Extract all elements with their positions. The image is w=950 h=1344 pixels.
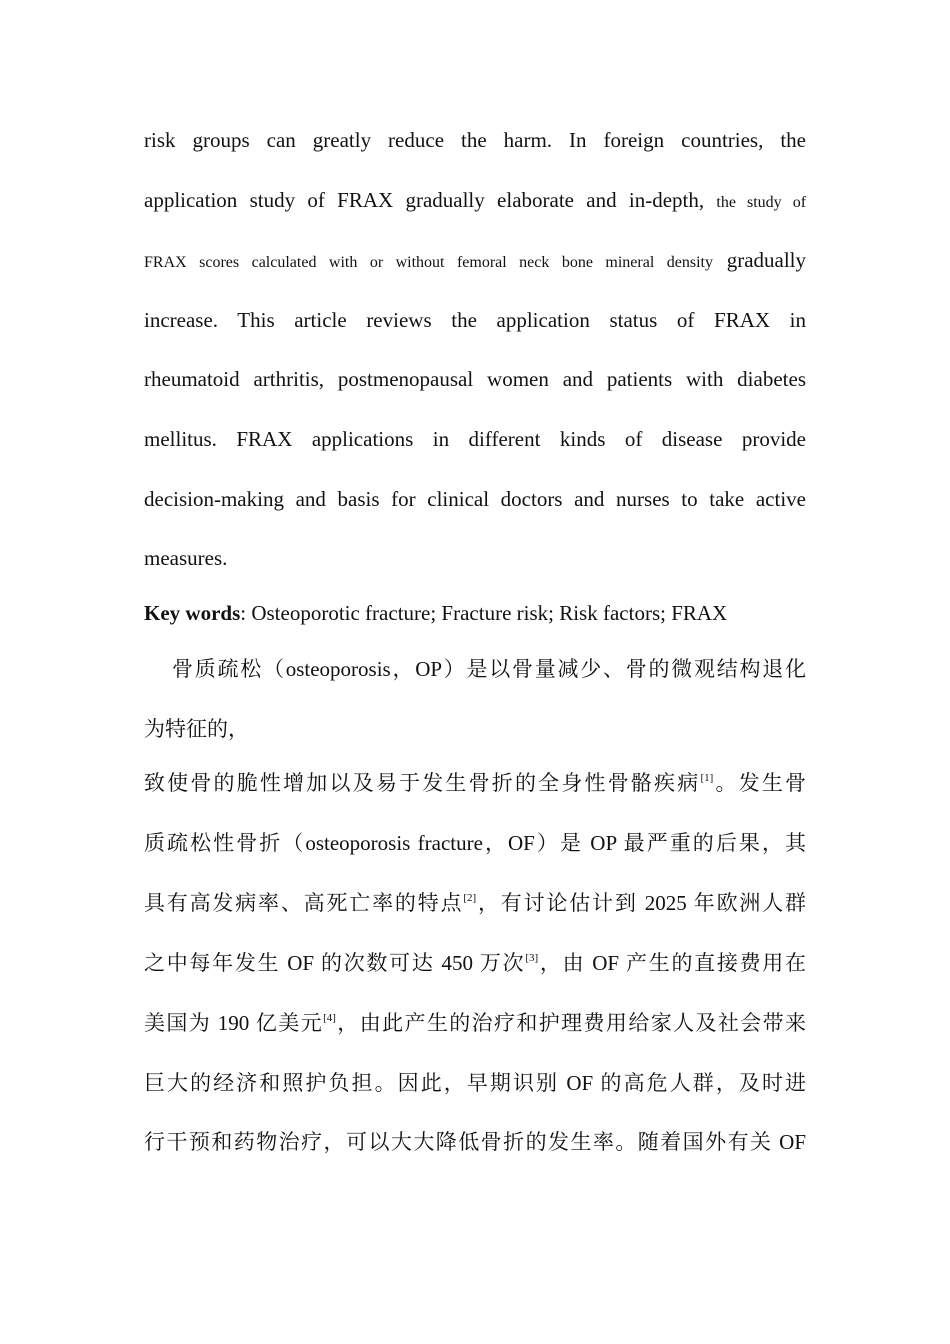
body-p2-line-1-tail: 。发生骨 — [713, 771, 807, 795]
body-p2-line-4-text: 之中每年发生 OF 的次数可达 450 万次 — [144, 951, 526, 975]
keywords-label: Key words — [144, 601, 241, 625]
body-p2-line-3 — [144, 888, 806, 918]
body-p2-line-7: 行干预和药物治疗，可以大大降低骨折的发生率。随着国外有关 OF — [144, 1130, 806, 1154]
abstract-line-3-main: gradually — [726, 248, 807, 272]
abstract-line-6: mellitus. FRAX applications in different kinds of disease provide — [144, 427, 806, 451]
abstract-line-5: rheumatoid arthritis, postmenopausal women and patients with diabetes — [144, 367, 806, 391]
citation-3: [3] — [525, 952, 539, 964]
abstract-line-2 — [144, 185, 806, 215]
keywords — [144, 598, 806, 628]
body-p2-line-5-tail: ，由此产生的治疗和护理费用给家人及社会带来 — [335, 1011, 807, 1035]
abstract-line-1: risk groups can greatly reduce the harm. In foreign countries, the — [144, 128, 806, 152]
body-p2-line-3-tail: ，有讨论估计到 2025 年欧洲人群 — [476, 891, 807, 915]
body-p2-line-5 — [144, 1008, 806, 1038]
body-p2-line-1-text: 致使骨的脆性增加以及易于发生骨折的全身性骨骼疾病 — [144, 771, 701, 795]
body-p2-line-5-text: 美国为 190 亿美元 — [144, 1011, 324, 1035]
body-p1-line-1: 骨质疏松（osteoporosis，OP）是以骨量减少、骨的微观结构退化 — [172, 657, 806, 681]
abstract-line-3-small: FRAX scores calculated with or without femoral neck bone mineral density — [144, 254, 713, 271]
body-p2-line-2: 质疏松性骨折（osteoporosis fracture，OF）是 OP 最严重的后果，其 — [144, 831, 806, 855]
keywords-text: : Osteoporotic fracture; Fracture risk; Risk factors; FRAX — [240, 601, 728, 625]
body-p2-line-4-tail: ，由 OF 产生的直接费用在 — [538, 951, 806, 975]
abstract-line-8: measures. — [144, 546, 228, 570]
citation-1: [1] — [700, 772, 714, 784]
body-p1-line-2: 为特征的， — [144, 717, 249, 741]
abstract-line-2-main: application study of FRAX gradually elaborate and in-depth, — [144, 188, 705, 212]
abstract-line-3 — [144, 245, 806, 275]
body-p2-line-6: 巨大的经济和照护负担。因此，早期识别 OF 的高危人群，及时进 — [144, 1071, 806, 1095]
abstract-line-4: increase. This article reviews the application status of FRAX in — [144, 308, 806, 332]
citation-2: [2] — [463, 892, 477, 904]
body-p2-line-3-text: 具有高发病率、高死亡率的特点 — [144, 891, 464, 915]
body-p2-line-4 — [144, 948, 806, 978]
citation-4: [4] — [323, 1012, 336, 1024]
abstract-line-7: decision-making and basis for clinical doctors and nurses to take active — [144, 487, 806, 511]
body-p2-line-1 — [144, 768, 806, 798]
abstract-line-2-small: the study of — [716, 194, 807, 211]
